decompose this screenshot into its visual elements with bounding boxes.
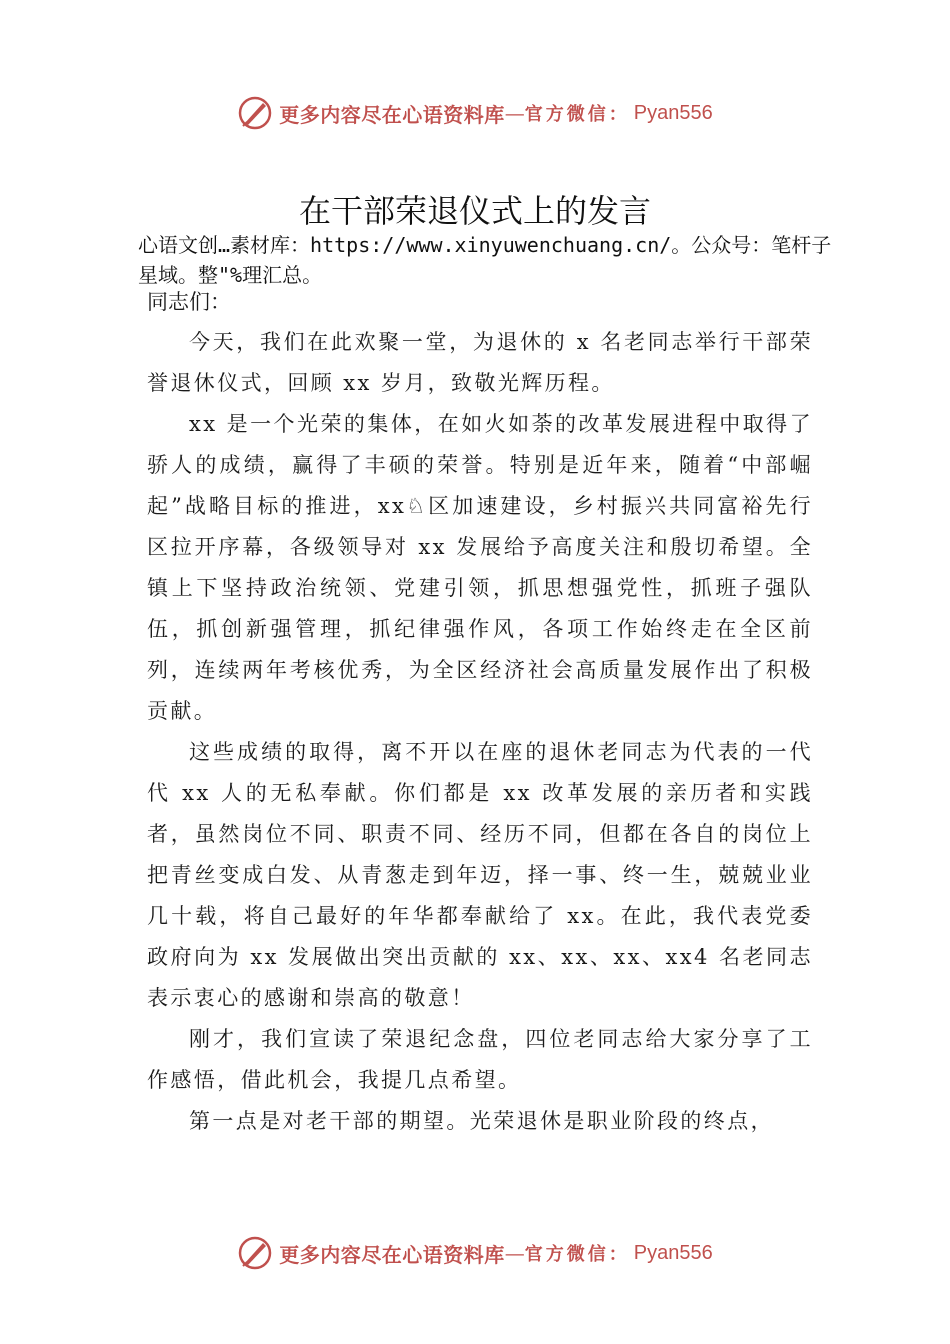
quill-pen-logo-icon — [237, 1235, 273, 1271]
paragraph: 今天，我们在此欢聚一堂，为退休的 x 名老同志举行干部荣誉退休仪式，回顾 xx 岁月，致敬光辉历程。 — [147, 330, 813, 395]
header-banner — [0, 93, 950, 133]
banner-separator: — — [504, 101, 525, 125]
quill-pen-logo-icon — [237, 95, 273, 131]
footer-banner — [0, 1233, 950, 1273]
paragraph: xx 是一个光荣的集体，在如火如荼的改革发展进程中取得了骄人的成绩，赢得了丰硕的荣誉。特别是近年来，随着“中部崛起”战略目标的推进，xx♘区加速建设，乡村振兴共同富裕先行区拉开序幕，各级领导对 xx 发展给予高度关注和殷切希望。全镇上下坚持政治统领、党建引领，抓思想强党性，抓班子强队伍，抓创新强管理，抓纪律强作风，各项工作始终走在全区前列，连续两年考核优秀，为全区经济社会高质量发展作出了积极贡献。 — [147, 412, 813, 723]
paragraph: 第一点是对老干部的期望。光荣退休是职业阶段的终点， — [189, 1109, 774, 1133]
banner-separator: — — [504, 1241, 525, 1265]
banner-label: 官方微信： — [524, 104, 630, 125]
wechat-id: Pyan556 — [633, 1241, 713, 1264]
document-body — [147, 322, 813, 1142]
salutation: 同志们： — [147, 290, 231, 314]
paragraph: 这些成绩的取得，离不开以在座的退休老同志为代表的一代代 xx 人的无私奉献。你们都是 xx 改革发展的亲历者和实践者，虽然岗位不同、职责不同、经历不同，但都在各自的岗位上把青丝变成白发、从青葱走到年迈，择一事、终一生，兢兢业业几十载，将自己最好的年华都奉献给了 xx。在此，我代表党委政府向为 xx 发展做出突出贡献的 xx、xx、xx、xx4 名老同志表示衷心的感谢和崇高的敬意！ — [147, 740, 813, 1010]
paragraph: 刚才，我们宣读了荣退纪念盘，四位老同志给大家分享了工作感悟，借此机会，我提几点希望。 — [147, 1027, 813, 1092]
wechat-id: Pyan556 — [633, 101, 713, 124]
banner-label: 官方微信： — [524, 1244, 630, 1265]
document-title: 在干部荣退仪式上的发言 — [298, 192, 651, 230]
banner-text: 更多内容尽在心语资料库 — [279, 102, 505, 127]
banner-text: 更多内容尽在心语资料库 — [279, 1242, 505, 1267]
source-line: 心语文创…素材库：https://www.xinyuwenchuang.cn/。公众号：笔杆子星域。整"%理汇总。 — [138, 233, 832, 287]
